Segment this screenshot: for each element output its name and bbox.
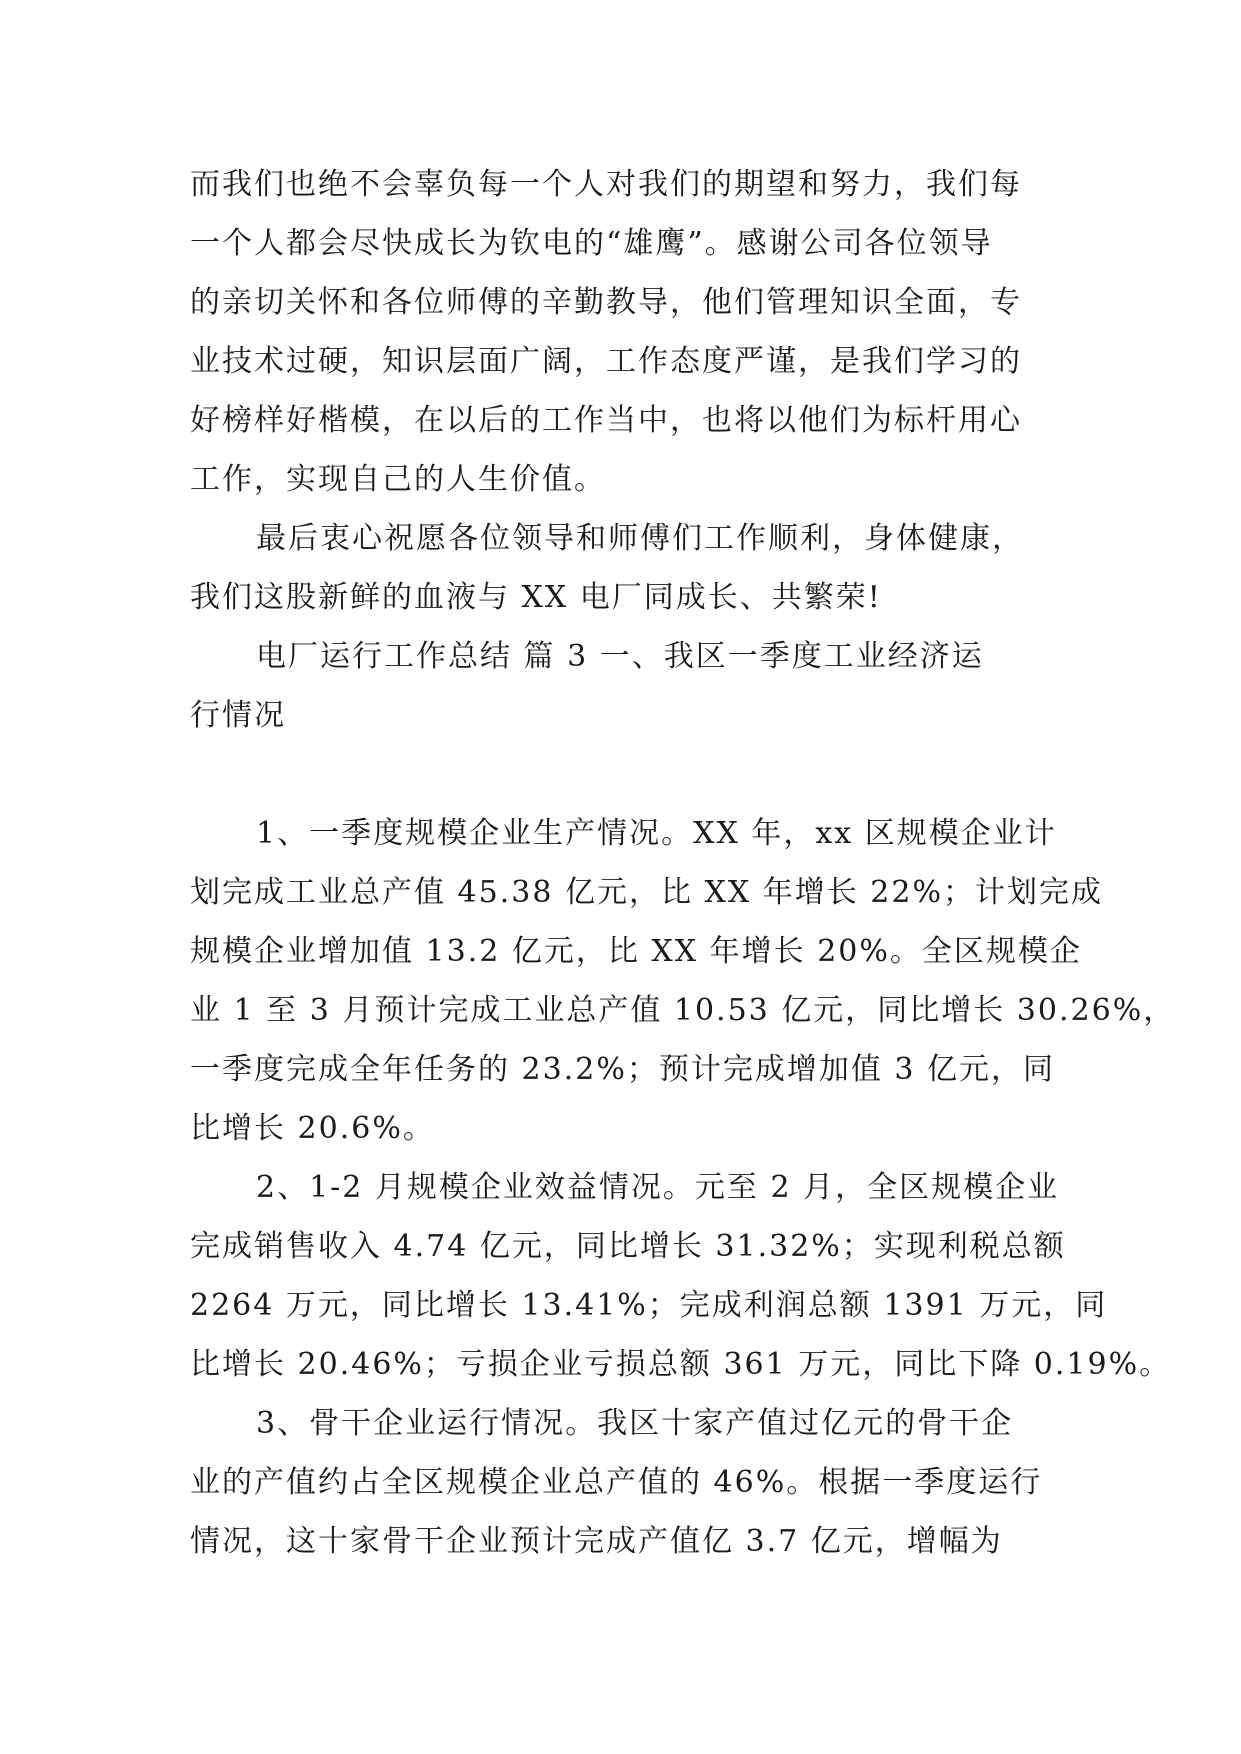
text-line: 业 1 至 3 月预计完成工业总产值 10.53 亿元，同比增长 30.26%， — [190, 993, 1176, 1028]
text-line: 情况，这十家骨干企业预计完成产值亿 3.7 亿元，增幅为 — [190, 1524, 1003, 1559]
text-line: 好榜样好楷模，在以后的工作当中，也将以他们为标杆用心 — [190, 403, 1022, 438]
text-line: 一个人都会尽快成长为钦电的“雄鹰”。感谢公司各位领导 — [190, 226, 993, 261]
text-line: 比增长 20.46%；亏损企业亏损总额 361 万元，同比下降 0.19%。 — [190, 1347, 1172, 1382]
text-line: 划完成工业总产值 45.38 亿元，比 XX 年增长 22%；计划完成 — [190, 875, 1103, 910]
section-heading-line: 电厂运行工作总结 篇 3 一、我区一季度工业经济运 — [256, 639, 984, 674]
text-line: 比增长 20.6%。 — [190, 1111, 435, 1146]
text-line: 业的产值约占全区规模企业总产值的 46%。根据一季度运行 — [190, 1465, 1043, 1500]
text-line: 我们这股新鲜的血液与 XX 电厂同成长、共繁荣! — [190, 580, 882, 615]
text-line: 的亲切关怀和各位师傅的辛勤教导，他们管理知识全面，专 — [190, 285, 1022, 320]
text-line: 而我们也绝不会辜负每一个人对我们的期望和努力，我们每 — [190, 167, 1022, 202]
text-line: 一季度完成全年任务的 23.2%；预计完成增加值 3 亿元，同 — [190, 1052, 1055, 1087]
text-line: 工作，实现自己的人生价值。 — [190, 462, 606, 497]
paragraph-start-line: 最后衷心祝愿各位领导和师傅们工作顺利，身体健康， — [256, 521, 1024, 556]
paragraph-start-line: 1、一季度规模企业生产情况。XX 年，xx 区规模企业计 — [256, 816, 1057, 851]
paragraph-start-line: 3、骨干企业运行情况。我区十家产值过亿元的骨干企 — [256, 1406, 1014, 1441]
text-line: 规模企业增加值 13.2 亿元，比 XX 年增长 20%。全区规模企 — [190, 934, 1082, 969]
text-line: 完成销售收入 4.74 亿元，同比增长 31.32%；实现利税总额 — [190, 1229, 1066, 1264]
text-line: 2264 万元，同比增长 13.41%；完成利润总额 1391 万元，同 — [190, 1288, 1108, 1323]
document-body — [190, 155, 1176, 1571]
text-line: 行情况 — [190, 698, 286, 733]
text-line: 业技术过硬，知识层面广阔，工作态度严谨，是我们学习的 — [190, 344, 1022, 379]
paragraph-start-line: 2、1-2 月规模企业效益情况。元至 2 月，全区规模企业 — [256, 1170, 1060, 1205]
blank-gap — [190, 745, 1050, 804]
